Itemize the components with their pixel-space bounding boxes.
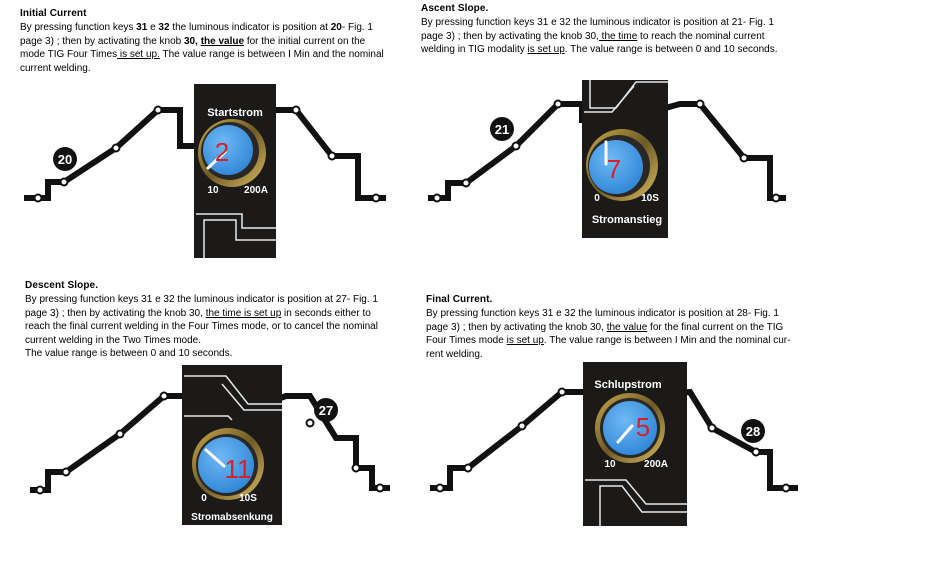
knob-title: Stromanstieg: [591, 214, 663, 226]
knob-title: Startstrom: [207, 107, 263, 119]
initial-title: Initial Current: [20, 8, 87, 19]
scale-min: 0: [201, 493, 207, 504]
knob-value: 11: [224, 454, 252, 484]
knob-value: 5: [635, 412, 651, 442]
indicator-badge: [490, 117, 514, 141]
indicator-badge: [53, 147, 77, 171]
diagram-descent: [30, 365, 390, 525]
panel-photo: [194, 84, 276, 258]
knob-value: 7: [606, 154, 622, 184]
diagram-ascent: [428, 80, 786, 238]
panel-photo: [582, 80, 668, 238]
ascent-title: Ascent Slope.: [421, 3, 489, 14]
svg-text:28: 28: [745, 424, 761, 439]
scale-max: 10S: [239, 493, 257, 504]
diagram-final: [430, 362, 798, 526]
scale-max: 200A: [244, 185, 268, 196]
panel-photo: [182, 365, 282, 525]
svg-text:27: 27: [318, 403, 334, 418]
scale-min: 0: [594, 193, 600, 204]
final-title: Final Current.: [426, 294, 493, 305]
diagram-initial: [24, 84, 386, 258]
svg-text:21: 21: [494, 122, 510, 137]
knob-value: 2: [214, 137, 230, 167]
panel-photo: [583, 362, 687, 526]
svg-text:20: 20: [57, 152, 73, 167]
knob-title: Schlupstrom: [594, 379, 662, 391]
ascent-description: By pressing function keys 31 e 32 the luminous indicator is position at 21- Fig. 1 page 3) ; then by activating the knob 30, the time to reach the nominal current welding in TIG modality is set up. The value range is between 0 and 10 seconds.: [421, 17, 778, 55]
knob-title: Stromabsenkung: [191, 512, 273, 523]
scale-max: 200A: [644, 459, 668, 470]
initial-description: By pressing function keys 31 e 32 the luminous indicator is position at 20- Fig. 1 page 3) ; then by activating the knob 30, the value for the initial current on the mode TIG Four Times is set up. The value range is between I Min and the nominal current welding.: [20, 22, 384, 74]
indicator-badge: [741, 419, 765, 443]
descent-description: By pressing function keys 31 e 32 the luminous indicator is position at 27- Fig. 1 page 3) ; then by activating the knob 30, the time is set up in seconds either to reach the final current welding in the Four Times mode, or to cancel the nominal current welding in the Two Times mode. The value range is between 0 and 10 seconds.: [25, 294, 378, 359]
descent-title: Descent Slope.: [25, 280, 99, 291]
indicator-badge: [314, 398, 338, 422]
final-description: By pressing function keys 31 e 32 the luminous indicator is position at 28- Fig. 1 page 3) ; then by activating the knob 30, the value for the final current on the TIG Four Times mode is set up. The value range is between I Min and the nominal cur-rent welding.: [426, 308, 791, 360]
scale-max: 10S: [641, 193, 659, 204]
scale-min: 10: [604, 459, 616, 470]
scale-min: 10: [207, 185, 219, 196]
